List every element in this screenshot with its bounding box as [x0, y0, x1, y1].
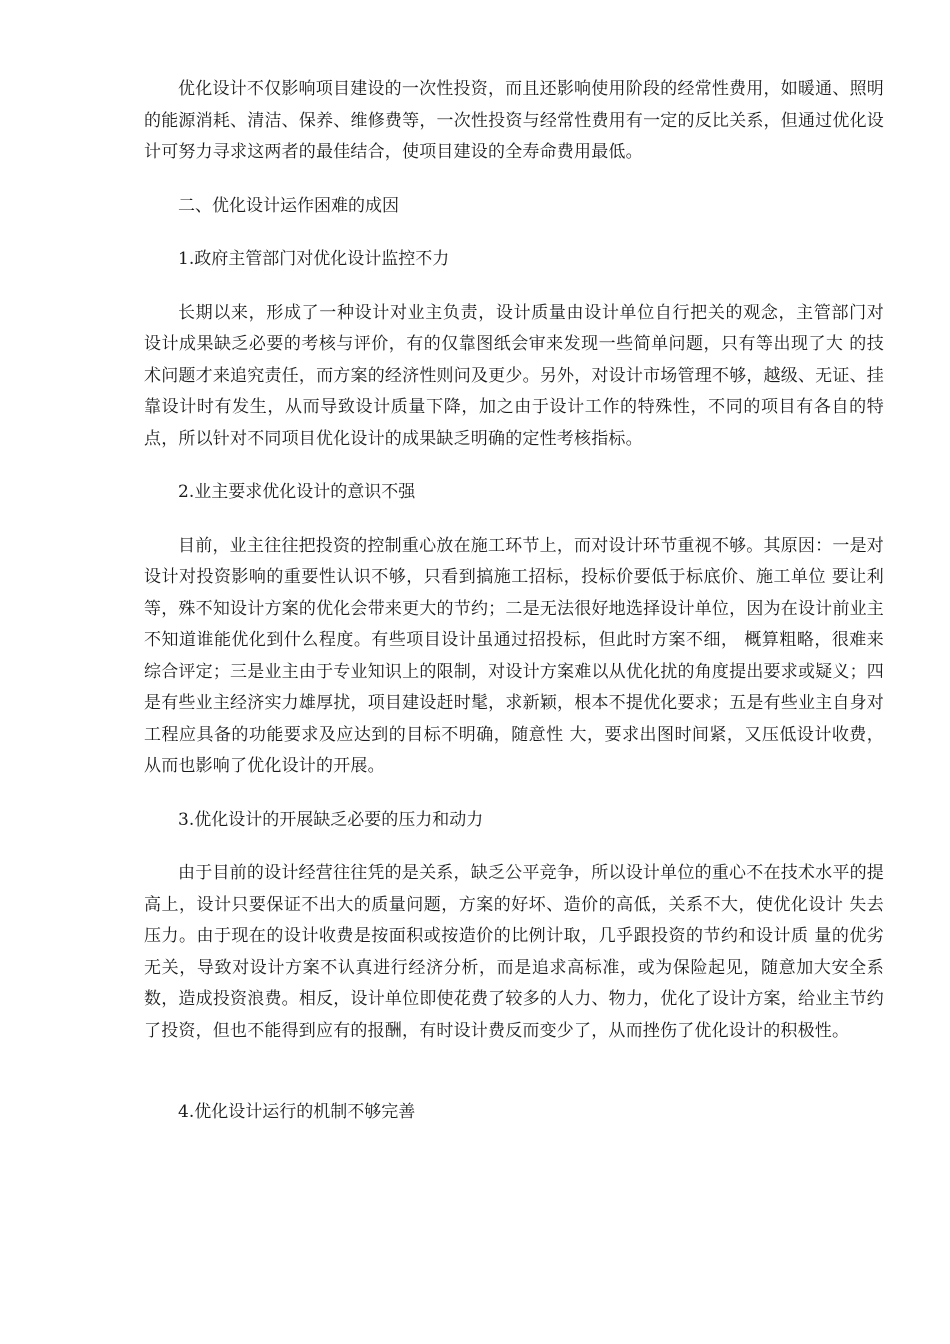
subheading-4: 4.优化设计运行的机制不够完善	[178, 1102, 416, 1122]
paragraph-owner-awareness: 目前，业主往往把投资的控制重心放在施工环节上，而对设计环节重视不够。其原因：一是对设计对投资影响的重要性认识不够，只看到搞施工招标，投标价要低于标底价、施工单位 要让利等，殊不知设计方案的优化会带来更大的节约；二是无法很好地选择设计单位，因为在设计前业主不知道谁能优化到什么程度。有些项目设计虽通过招投标，但此时方案不细， 概算粗略，很难来综合评定；三是业主由于专业知识上的限制，对设计方案难以从优化扰的角度提出要求或疑义；四是有些业主经济实力雄厚扰，项目建设赶时髦，求新颖，根本不提优化要求；五是有些业主自身对工程应具备的功能要求及应达到的目标不明确，随意性 大，要求出图时间紧，又压低设计收费，从而也影响了优化设计的开展。	[144, 535, 884, 776]
section-heading-2: 二、优化设计运作困难的成因	[178, 195, 399, 216]
subheading-2: 2.业主要求优化设计的意识不强	[178, 482, 416, 502]
paragraph-pressure-motivation: 由于目前的设计经营往往凭的是关系，缺乏公平竞争，所以设计单位的重心不在技术水平的提高上，设计只要保证不出大的质量问题，方案的好坏、造价的高低，关系不大，使优化设计 失去压力。由于现在的设计收费是按面积或按造价的比例计取，几乎跟投资的节约和设计质 量的优劣无关，导致对设计方案不认真进行经济分析，而是追求高标准，或为保险起见，随意加大安全系数，造成投资浪费。相反，设计单位即使花费了较多的人力、物力，优化了设计方案，给业主节约了投资，但也不能得到应有的报酬，有时设计费反而变少了，从而挫伤了优化设计的积极性。	[144, 863, 884, 1041]
subheading-1: 1.政府主管部门对优化设计监控不力	[178, 249, 450, 269]
document-page	[144, 74, 884, 1129]
subheading-3: 3.优化设计的开展缺乏必要的压力和动力	[178, 809, 484, 830]
paragraph-government-oversight: 长期以来，形成了一种设计对业主负责，设计质量由设计单位自行把关的观念，主管部门对 设计成果缺乏必要的考核与评价，有的仅靠图纸会审来发现一些简单问题，只有等出现了大 的技术问题才来追究责任，而方案的经济性则问及更少。另外，对设计市场管理不够，越级、无证、挂靠设计时有发生，从而导致设计质量下降，加之由于设计工作的特殊性，不同的项目有各自的特点，所以针对不同项目优化设计的成果缺乏明确的定性考核指标。	[144, 302, 884, 449]
paragraph-intro: 优化设计不仅影响项目建设的一次性投资，而且还影响使用阶段的经常性费用，如暖通、照明的能源消耗、清洁、保养、维修费等，一次性投资与经常性费用有一定的反比关系，但通过优化设计可努力寻求这两者的最佳结合，使项目建设的全寿命费用最低。	[144, 79, 884, 162]
